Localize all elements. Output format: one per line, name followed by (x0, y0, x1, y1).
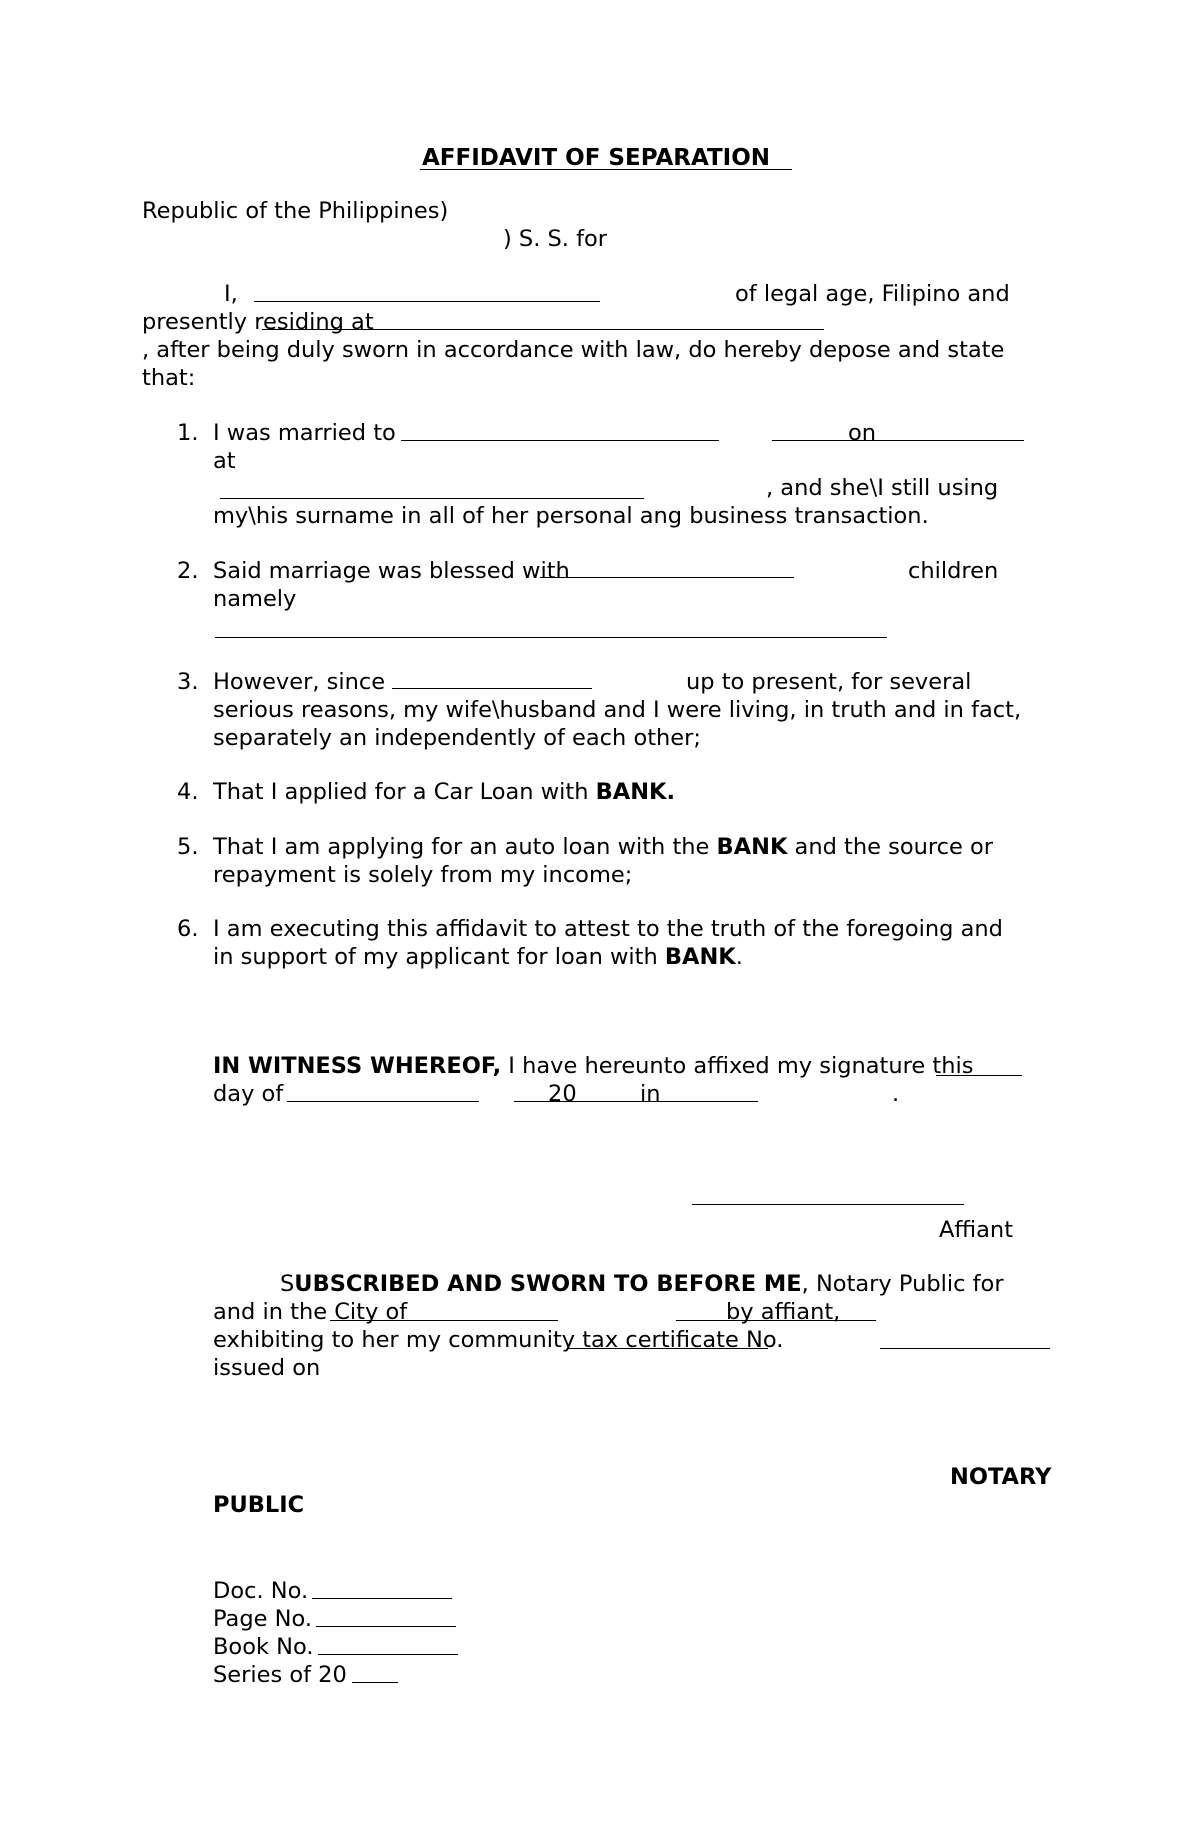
item-3-up-to-present: up to present, for several (686, 669, 972, 695)
witness-day-of: day of (213, 1081, 284, 1107)
doc-no-label: Doc. No. (213, 1578, 309, 1604)
marriage-place-blank[interactable] (220, 498, 644, 499)
separation-date-blank[interactable] (392, 688, 592, 689)
item-6-support: in support of my applicant for loan with BANK. (213, 944, 743, 970)
signature-this-underline (936, 1075, 1022, 1076)
item-3-since: However, since (213, 669, 386, 695)
item-1-number: 1. (177, 420, 199, 446)
item-5-repayment: repayment is solely from my income; (213, 862, 633, 888)
venue-line-1: Republic of the Philippines) (142, 198, 449, 224)
intro-that: that: (142, 365, 196, 391)
certificate-number-blank[interactable] (880, 1348, 1050, 1349)
series-year-blank[interactable] (352, 1682, 398, 1683)
affiant-label: Affiant (939, 1217, 1014, 1243)
item-1-on: on (848, 420, 877, 446)
jurat-city: and in the City of (213, 1299, 408, 1325)
intro-sworn: , after being duly sworn in accordance with law, do hereby depose and state (142, 337, 1005, 363)
spouse-name-blank[interactable] (401, 440, 719, 441)
item-1-married-to: I was married to (213, 420, 396, 446)
bank-name: BANK. (595, 779, 676, 805)
marriage-date-blank[interactable] (772, 440, 1024, 441)
day-blank[interactable] (287, 1101, 479, 1102)
jurat-exhibiting: exhibiting to her my community tax certificate No. (213, 1327, 784, 1353)
bank-name: BANK (716, 834, 788, 860)
item-2-number: 2. (177, 558, 199, 584)
item-5-text: That I am applying for an auto loan with the BANK and the source or (213, 834, 993, 860)
intro-legal-age: of legal age, Filipino and (735, 281, 1010, 307)
residence-blank[interactable] (262, 329, 824, 330)
jurat-by-affiant: by affiant, (726, 1299, 841, 1325)
item-1-at: at (213, 448, 236, 474)
doc-no-blank[interactable] (312, 1598, 452, 1599)
item-1-surname: my\his surname in all of her personal ang business transaction. (213, 503, 929, 529)
jurat-subscribed: SUBSCRIBED AND SWORN TO BEFORE ME, Notary Public for (280, 1271, 1004, 1297)
public-label: PUBLIC (213, 1492, 305, 1518)
witness-clause: IN WITNESS WHEREOF, I have hereunto affixed my signature this (213, 1053, 974, 1079)
intro-residing: presently residing at (142, 309, 374, 335)
item-3-separately: separately an independently of each other; (213, 725, 701, 751)
intro-i: I, (224, 281, 238, 307)
jurat-issued-on: issued on (213, 1355, 321, 1381)
item-4-text: That I applied for a Car Loan with BANK. (213, 779, 676, 805)
book-no-label: Book No. (213, 1634, 314, 1660)
item-6-number: 6. (177, 916, 199, 942)
children-names-blank[interactable] (215, 637, 887, 638)
city-blank[interactable] (330, 1320, 558, 1321)
item-2-namely: namely (213, 586, 297, 612)
book-no-blank[interactable] (318, 1654, 458, 1655)
item-3-number: 3. (177, 669, 199, 695)
item-6-executing: I am executing this affidavit to attest to the truth of the foregoing and (213, 916, 1003, 942)
item-2-children: children (908, 558, 999, 584)
venue-line-2: ) S. S. for (503, 226, 608, 252)
witness-year: 20 (548, 1081, 577, 1107)
item-1-still-using: , and she\I still using (766, 475, 999, 501)
affiant-name-blank[interactable] (254, 301, 600, 302)
item-2-blessed: Said marriage was blessed with (213, 558, 570, 584)
witness-period: . (892, 1081, 900, 1107)
affiant-signature-line[interactable] (692, 1204, 964, 1205)
page-no-blank[interactable] (316, 1626, 456, 1627)
item-3-reasons: serious reasons, my wife\husband and I were living, in truth and in fact, (213, 697, 1022, 723)
title-underline (420, 169, 792, 170)
tax-certificate-underline (568, 1348, 768, 1349)
page-no-label: Page No. (213, 1606, 312, 1632)
series-label: Series of 20 (213, 1662, 347, 1688)
notary-label: NOTARY (950, 1464, 1052, 1490)
bank-name: BANK (664, 944, 736, 970)
item-5-number: 5. (177, 834, 199, 860)
item-4-number: 4. (177, 779, 199, 805)
witness-in: in (640, 1081, 661, 1107)
children-count-blank[interactable] (540, 577, 794, 578)
document-title: AFFIDAVIT OF SEPARATION (422, 145, 771, 171)
